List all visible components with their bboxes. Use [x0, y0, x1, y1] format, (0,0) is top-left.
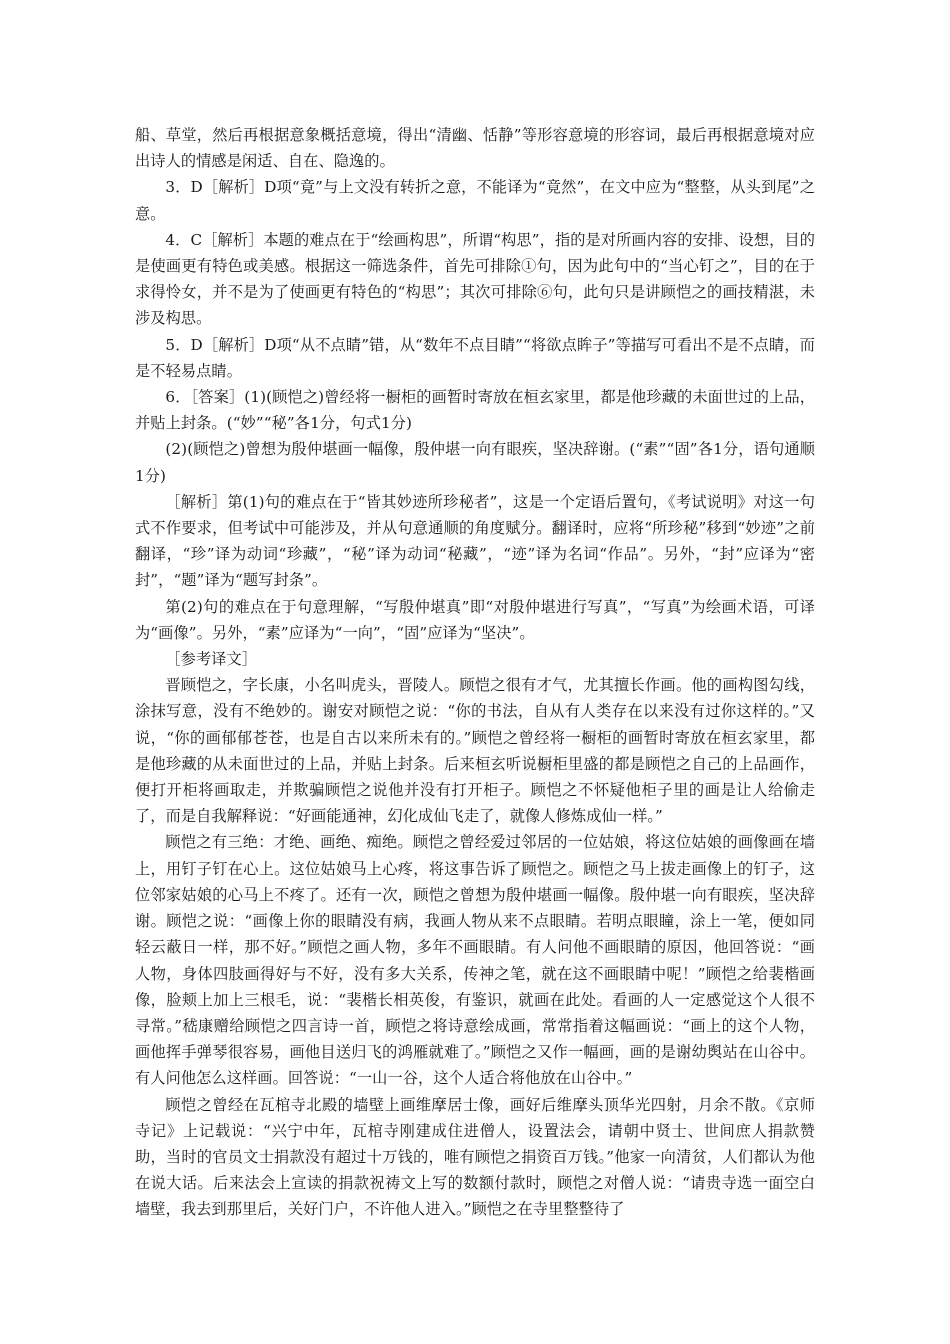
answer-5-explanation: 5．D［解析］D项“从不点睛”错，从“数年不点目睛”“将欲点眸子”等描写可看出不是不点睛，而是不轻易点睛。: [135, 335, 815, 380]
answer-6-part-1: 6．［答案］(1)(顾恺之)曾经将一橱柜的画暂时寄放在桓玄家里，都是他珍藏的未面世过的上品，并贴上封条。(“妙”“秘”各1分，句式1分): [135, 388, 815, 433]
translation-paragraph-2: 顾恺之有三绝：才绝、画绝、痴绝。顾恺之曾经爱过邻居的一位姑娘，将这位姑娘的画像画在墙上，用钉子钉在心上。这位姑娘马上心疼，将这事告诉了顾恺之。顾恺之马上拔走画像上的钉子，这位邻家姑娘的心马上不疼了。还有一次，顾恺之曾想为殷仲堪画一幅像。殷仲堪一向有眼疾，坚决辞谢。顾恺之说：“画像上你的眼睛没有病，我画人物从来不点眼睛。若明点眼瞳，涂上一笔，便如同轻云蔽日一样，那不好。”顾恺之画人物，多年不画眼睛。有人问他不画眼睛的原因，他回答说：“画人物，身体四肢画得好与不好，没有多大关系，传神之笔，就在这不画眼睛中呢！”顾恺之给裴楷画像，脸颊上加上三根毛，说：“裴楷长相英俊，有鉴识，就画在此处。看画的人一定感觉这个人很不寻常。”嵇康赠给顾恺之四言诗一首，顾恺之将诗意绘成画，常常指着这幅画说：“画上的这个人物，画他挥手弹琴很容易，画他目送归飞的鸿雁就难了。”顾恺之又作一幅画，画的是谢幼舆站在山谷中。有人问他怎么这样画。回答说：“一山一谷，这个人适合将他放在山谷中。”: [135, 833, 815, 1088]
answer-4-explanation: 4．C［解析］本题的难点在于“绘画构思”，所谓“构思”，指的是对所画内容的安排、设想，目的是使画更有特色或美感。根据这一筛选条件，首先可排除①句，因为此句中的“当心钉之”，目的在于求得怜女，并不是为了使画更有特色的“构思”；其次可排除⑥句，此句只是讲顾恺之的画技精湛，未涉及构思。: [135, 230, 815, 328]
translation-paragraph-1: 晋顾恺之，字长康，小名叫虎头，晋陵人。顾恺之很有才气，尤其擅长作画。他的画构图勾线，涂抹写意，没有不绝妙的。谢安对顾恺之说：“你的书法，自从有人类存在以来没有过你这样的。”又说，“你的画郁郁苍苍，也是自古以来所未有的。”顾恺之曾经将一橱柜的画暂时寄放在桓玄家里，都是他珍藏的从未面世过的上品，并贴上封条。后来桓玄听说橱柜里盛的都是顾恺之自己的上品画作，便打开柜将画取走，并欺骗顾恺之说他并没有打开柜子。顾恺之不怀疑他柜子里的画是让人给偷走了，而是自我解释说：“好画能通神，幻化成仙飞走了，就像人修炼成仙一样。”: [135, 676, 815, 826]
paragraph-1: 船、草堂，然后再根据意象概括意境，得出“清幽、恬静”等形容意境的形容词，最后再根据意境对应出诗人的情感是闲适、自在、隐逸的。: [135, 126, 815, 171]
reference-translation-heading: ［参考译文］: [165, 650, 258, 669]
answer-6-part-2: (2)(顾恺之)曾想为殷仲堪画一幅像，殷仲堪一向有眼疾，坚决辞谢。(“素”“固”各1分，语句通顺1分): [135, 440, 815, 485]
answer-3-explanation: 3．D［解析］D项“竟”与上文没有转折之意，不能译为“竟然”，在文中应为“整整，从头到尾”之意。: [135, 178, 815, 223]
answer-6-analysis-2: 第(2)句的难点在于句意理解，“写殷仲堪真”即“对殷仲堪进行写真”，“写真”为绘画术语，可译为“画像”。另外，“素”应译为“一向”，“固”应译为“坚决”。: [135, 597, 815, 642]
document-page: [135, 122, 815, 1223]
answer-6-analysis-1: ［解析］第(1)句的难点在于“皆其妙迹所珍秘者”，这是一个定语后置句，《考试说明》对这一句式不作要求，但考试中可能涉及，并从句意通顺的角度赋分。翻译时，应将“所珍秘”移到“妙迹”之前翻译，“珍”译为动词“珍藏”，“秘”译为动词“秘藏”，“迹”译为名词“作品”。另外，“封”应译为“密封”，“题”译为“题写封条”。: [135, 492, 815, 590]
translation-paragraph-3: 顾恺之曾经在瓦棺寺北殿的墙壁上画维摩居士像，画好后维摩头顶华光四射，月余不散。《京师寺记》上记载说：“兴宁中年，瓦棺寺刚建成住进僧人，设置法会，请朝中贤士、世间庶人捐款赞助，当时的官员文士捐款没有超过十万钱的，唯有顾恺之捐资百万钱。”他家一向清贫，人们都认为他在说大话。后来法会上宣读的捐款祝祷文上写的数额付款时，顾恺之对僧人说：“请贵寺选一面空白墙壁，我去到那里后，关好门户，不许他人进入。”顾恺之在寺里整整待了: [135, 1095, 815, 1219]
